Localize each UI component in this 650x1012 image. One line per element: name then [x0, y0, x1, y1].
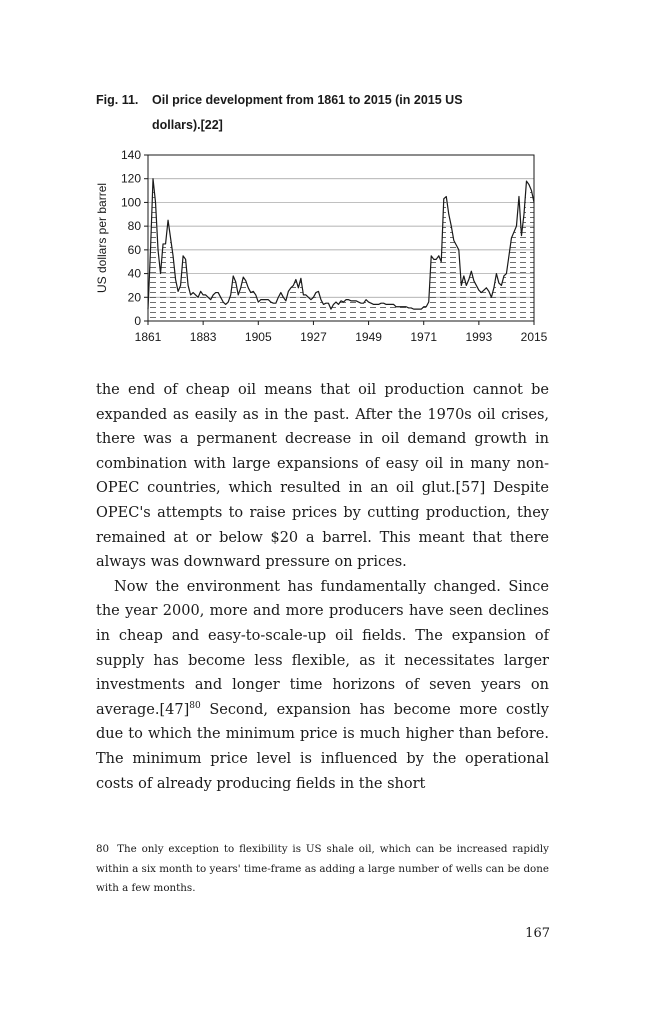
y-tick-label: 100: [120, 195, 141, 210]
x-tick-label: 1993: [465, 330, 493, 344]
figure-label: Fig. 11.: [96, 93, 139, 107]
y-tick-label: 140: [120, 148, 141, 162]
paragraph: [96, 575, 549, 796]
y-axis-label: US dollars per barrel: [95, 182, 109, 294]
page-number: 167: [525, 926, 550, 941]
footnote-text: The only exception to flexibility is US shale oil, which can be increased rapidly within a six month to years' time-frame as adding a large number of wells can be done with a few months.: [96, 843, 549, 894]
paragraph-text: Now the environment has fundamentally changed. Since the year 2000, more and more producers have seen declines in cheap and easy-to-scale-up oil fields. The expansion of supply has become less flexible, as it necessitates larger investments and longer time horizons of seven years on average.[47]: [96, 578, 549, 718]
gridlines: [148, 179, 534, 298]
footnote-reference[interactable]: 80: [189, 700, 201, 711]
y-tick-label: 120: [120, 171, 141, 186]
y-tick-label: 60: [127, 242, 141, 257]
y-tick-label: 80: [127, 219, 141, 234]
body-text: [96, 378, 549, 796]
y-tick-label: 20: [127, 290, 141, 305]
x-tick-label: 1927: [300, 330, 327, 344]
oil-price-chart: [90, 145, 550, 360]
paragraph: the end of cheap oil means that oil production cannot be expanded as easily as in the past. After the 1970s oil crises, there was a permanent decrease in oil demand growth in combination with large expansions of easy oil in many non-OPEC countries, which resulted in an oil glut.[57] Despite OPEC's attempts to raise prices by cutting production, they remained at or below $20 a barrel. This meant that there always was downward pressure on prices.: [96, 382, 549, 571]
x-tick-label: 1861: [134, 330, 162, 344]
paragraph-text: Second, expansion has become more costly due to which the minimum price is much higher than before. The minimum price level is influenced by the operational costs of already producing fields in the short: [96, 701, 549, 792]
y-tick-label: 0: [134, 314, 141, 328]
footnote: [96, 840, 549, 899]
footnote-number: 80: [96, 843, 110, 855]
y-tick-label: 40: [127, 266, 141, 281]
x-tick-label: 1949: [355, 330, 382, 344]
x-tick-label: 1883: [189, 330, 217, 344]
x-tick-label: 1971: [410, 330, 438, 344]
x-tick-label: 2015: [520, 330, 548, 344]
figure-caption-text: Oil price development from 1861 to 2015 (in 2015 US dollars).[22]: [152, 93, 463, 132]
x-tick-label: 1905: [244, 330, 272, 344]
